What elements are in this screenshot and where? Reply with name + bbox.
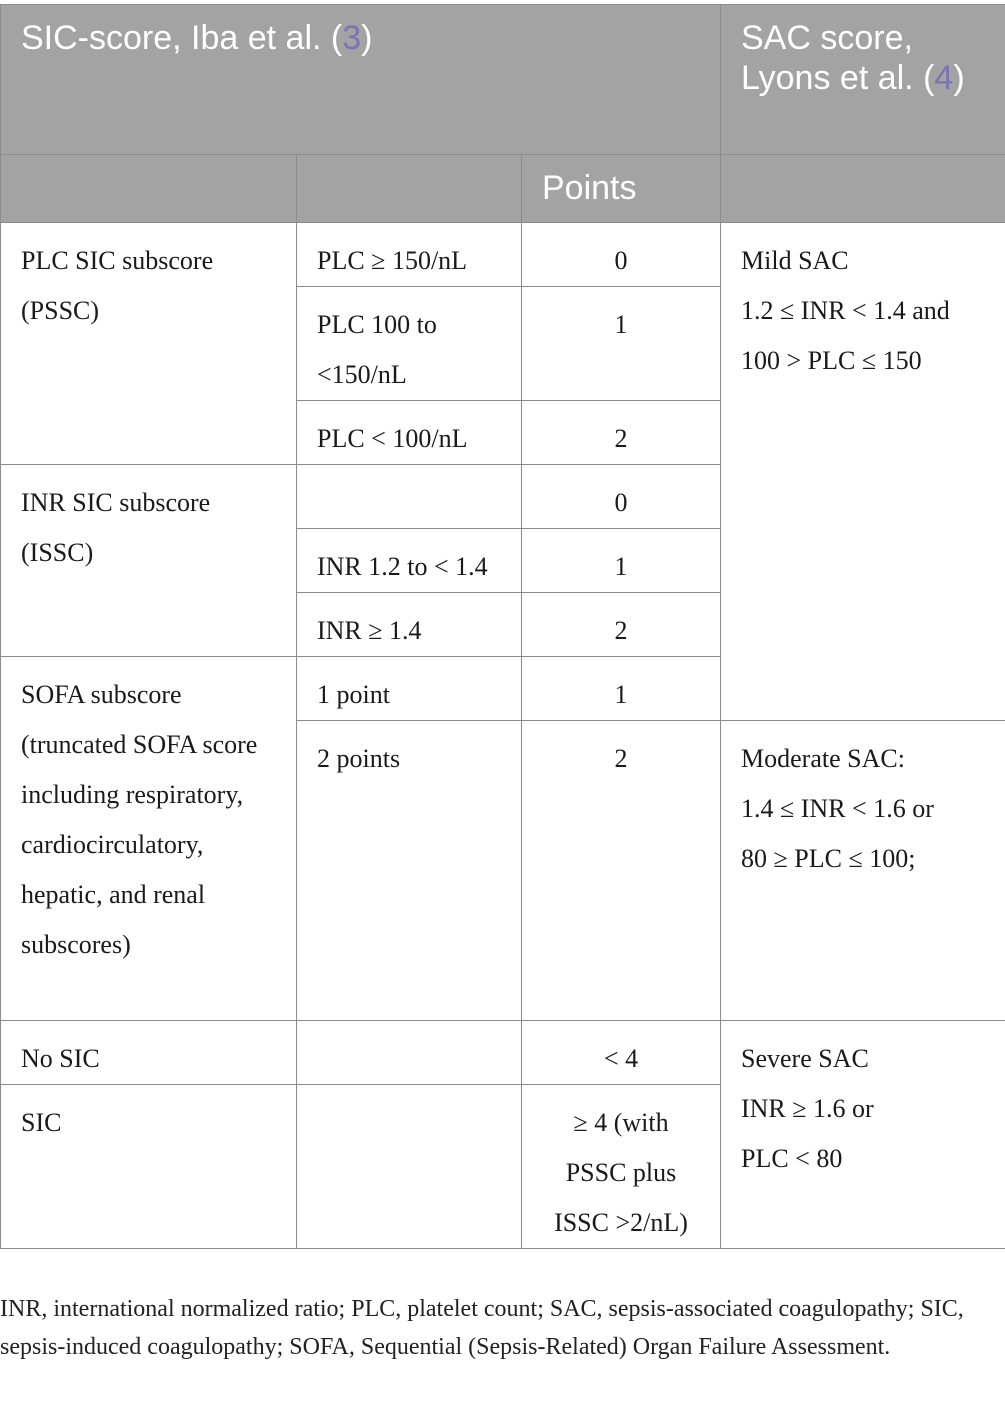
- table-row: [1, 223, 1005, 287]
- points-header: Points: [522, 155, 721, 223]
- criterion-cell: PLC < 100/nL: [297, 401, 522, 465]
- moderate-sac-line: 1.4 ≤ INR < 1.6 or: [741, 794, 934, 823]
- subheader-empty-3: [721, 155, 1005, 223]
- criterion-cell: 2 points: [297, 721, 522, 1021]
- points-cell: < 4: [522, 1021, 721, 1085]
- mild-sac-line: 1.2 ≤ INR < 1.4 and: [741, 296, 950, 325]
- criterion-cell-empty: [297, 1021, 522, 1085]
- points-cell: 0: [522, 223, 721, 287]
- mild-sac-title: Mild SAC: [741, 246, 849, 275]
- mild-sac-line: 100 > PLC ≤ 150: [741, 346, 922, 375]
- reference-4[interactable]: 4: [934, 59, 954, 97]
- severe-sac-line: INR ≥ 1.6 or: [741, 1094, 874, 1123]
- criterion-cell: INR 1.2 to < 1.4: [297, 529, 522, 593]
- points-cell: 0: [522, 465, 721, 529]
- criterion-cell: 1 point: [297, 657, 522, 721]
- reference-3[interactable]: 3: [342, 19, 362, 57]
- table-footnote: INR, international normalized ratio; PLC, platelet count; SAC, sepsis-associated coagulopathy; SIC, sepsis-induced coagulopathy; SOFA, Sequential (Sepsis-Related) Organ Failure Assessment.: [0, 1296, 964, 1360]
- criterion-cell-empty: [297, 1085, 522, 1249]
- header-row: [1, 5, 1005, 155]
- criterion-cell: PLC 100 to <150/nL: [297, 287, 522, 401]
- sofa-label: SOFA subscore (truncated SOFA score including respiratory, cardiocirculatory, hepatic, and renal subscores): [1, 657, 297, 1021]
- table-row: [1, 1021, 1005, 1085]
- points-cell: ≥ 4 (with PSSC plus ISSC >2/nL): [522, 1085, 721, 1249]
- no-sic-label: No SIC: [1, 1021, 297, 1085]
- severe-sac-line: PLC < 80: [741, 1144, 843, 1173]
- moderate-sac-line: 80 ≥ PLC ≤ 100;: [741, 844, 916, 873]
- subheader-row: [1, 155, 1005, 223]
- sic-score-header: SIC-score, Iba et al. (3): [1, 5, 721, 155]
- sac-score-header: SAC score, Lyons et al. (4): [721, 5, 1005, 155]
- subheader-empty-1: [1, 155, 297, 223]
- points-cell: 1: [522, 287, 721, 401]
- moderate-sac-title: Moderate SAC:: [741, 744, 905, 773]
- sic-label: SIC: [1, 1085, 297, 1249]
- sic-sac-table: [0, 4, 1005, 1249]
- points-cell: 2: [522, 721, 721, 1021]
- criterion-cell: PLC ≥ 150/nL: [297, 223, 522, 287]
- points-cell: 2: [522, 593, 721, 657]
- mild-sac-cell: [721, 223, 1005, 721]
- severe-sac-title: Severe SAC: [741, 1044, 869, 1073]
- pssc-label: PLC SIC subscore (PSSC): [1, 223, 297, 465]
- points-cell: 2: [522, 401, 721, 465]
- points-cell: 1: [522, 529, 721, 593]
- issc-label: INR SIC subscore (ISSC): [1, 465, 297, 657]
- criterion-cell: INR ≥ 1.4: [297, 593, 522, 657]
- criterion-cell-empty: [297, 465, 522, 529]
- moderate-sac-cell: [721, 721, 1005, 1021]
- subheader-empty-2: [297, 155, 522, 223]
- severe-sac-cell: [721, 1021, 1005, 1249]
- points-cell: 1: [522, 657, 721, 721]
